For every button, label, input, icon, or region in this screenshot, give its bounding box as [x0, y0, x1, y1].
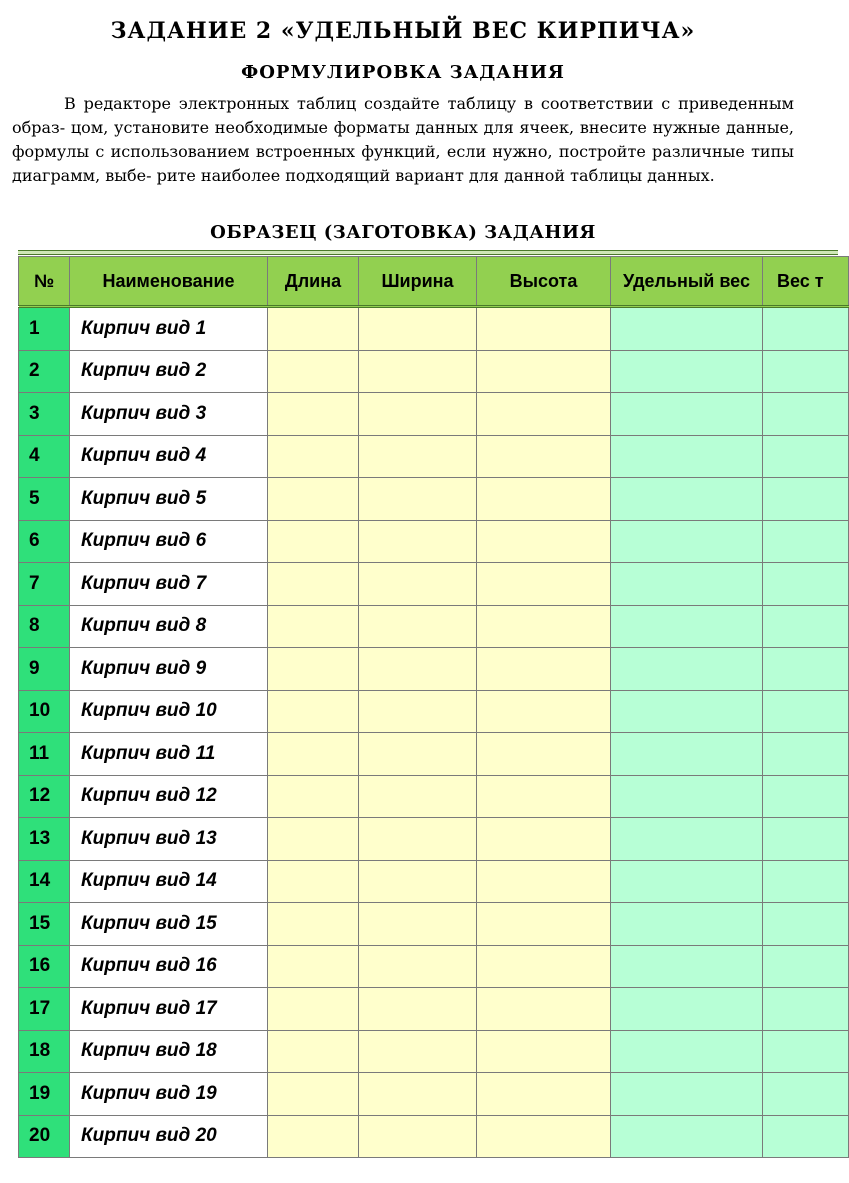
- table-row: [19, 818, 849, 861]
- row-number-cell[interactable]: 11: [19, 733, 70, 776]
- height-cell[interactable]: [477, 1115, 611, 1158]
- length-cell[interactable]: [268, 860, 359, 903]
- length-cell[interactable]: [268, 733, 359, 776]
- weight-cell[interactable]: [763, 860, 849, 903]
- length-cell[interactable]: [268, 775, 359, 818]
- length-cell[interactable]: [268, 945, 359, 988]
- width-cell[interactable]: [359, 1073, 477, 1116]
- weight-cell[interactable]: [763, 903, 849, 946]
- weight-cell[interactable]: [763, 818, 849, 861]
- width-cell[interactable]: [359, 1115, 477, 1158]
- width-cell[interactable]: [359, 733, 477, 776]
- sample-heading: ОБРАЗЕЦ (ЗАГОТОВКА) ЗАДАНИЯ: [210, 222, 596, 243]
- table-row: [19, 350, 849, 393]
- brick-table: [18, 256, 849, 1158]
- brick-name-cell[interactable]: Кирпич вид 14: [70, 860, 268, 903]
- table-row: [19, 690, 849, 733]
- length-cell[interactable]: [268, 1115, 359, 1158]
- weight-cell[interactable]: [763, 988, 849, 1031]
- brick-name-cell[interactable]: Кирпич вид 18: [70, 1030, 268, 1073]
- length-cell[interactable]: [268, 520, 359, 563]
- table-row: [19, 435, 849, 478]
- height-cell[interactable]: [477, 393, 611, 436]
- table-row: [19, 903, 849, 946]
- row-number-cell[interactable]: 10: [19, 690, 70, 733]
- brick-name-cell[interactable]: Кирпич вид 20: [70, 1115, 268, 1158]
- width-cell[interactable]: [359, 520, 477, 563]
- width-cell[interactable]: [359, 307, 477, 351]
- table-row: [19, 393, 849, 436]
- specific-weight-cell[interactable]: [611, 733, 763, 776]
- height-cell[interactable]: [477, 307, 611, 351]
- length-cell[interactable]: [268, 988, 359, 1031]
- row-number-cell[interactable]: 3: [19, 393, 70, 436]
- specific-weight-cell[interactable]: [611, 307, 763, 351]
- brick-name-cell[interactable]: Кирпич вид 16: [70, 945, 268, 988]
- width-cell[interactable]: [359, 945, 477, 988]
- row-number-cell[interactable]: 6: [19, 520, 70, 563]
- row-number-cell[interactable]: 13: [19, 818, 70, 861]
- weight-cell[interactable]: [763, 307, 849, 351]
- row-number-cell[interactable]: 19: [19, 1073, 70, 1116]
- task-title: ЗАДАНИЕ 2 «УДЕЛЬНЫЙ ВЕС КИРПИЧА»: [110, 18, 696, 44]
- weight-cell[interactable]: [763, 1073, 849, 1116]
- brick-name-cell[interactable]: Кирпич вид 3: [70, 393, 268, 436]
- brick-name-cell[interactable]: Кирпич вид 15: [70, 903, 268, 946]
- weight-cell[interactable]: [763, 1115, 849, 1158]
- weight-cell[interactable]: [763, 350, 849, 393]
- weight-cell[interactable]: [763, 435, 849, 478]
- specific-weight-cell[interactable]: [611, 435, 763, 478]
- row-number-cell[interactable]: 16: [19, 945, 70, 988]
- brick-name-cell[interactable]: Кирпич вид 13: [70, 818, 268, 861]
- specific-weight-cell[interactable]: [611, 988, 763, 1031]
- table-row: [19, 1073, 849, 1116]
- weight-cell[interactable]: [763, 563, 849, 606]
- length-cell[interactable]: [268, 435, 359, 478]
- table-row: [19, 563, 849, 606]
- length-cell[interactable]: [268, 307, 359, 351]
- height-cell[interactable]: [477, 350, 611, 393]
- width-cell[interactable]: [359, 648, 477, 691]
- length-cell[interactable]: [268, 1030, 359, 1073]
- brick-name-cell[interactable]: Кирпич вид 2: [70, 350, 268, 393]
- width-cell[interactable]: [359, 818, 477, 861]
- brick-name-cell[interactable]: Кирпич вид 4: [70, 435, 268, 478]
- height-cell[interactable]: [477, 945, 611, 988]
- table-body: [19, 307, 849, 1158]
- row-number-cell[interactable]: 14: [19, 860, 70, 903]
- height-cell[interactable]: [477, 818, 611, 861]
- column-header-name[interactable]: Наименование: [70, 257, 268, 307]
- specific-weight-cell[interactable]: [611, 605, 763, 648]
- row-number-cell[interactable]: 2: [19, 350, 70, 393]
- row-number-cell[interactable]: 15: [19, 903, 70, 946]
- column-header-height[interactable]: Высота: [477, 257, 611, 307]
- task-description: В редакторе электронных таблиц создайте таблицу в соответствии с приведенным образ- цом, установите необходимые форматы данных для ячеек, внесите нужные данные, формулы с использованием встроенных функций, если нужно, постройте различные типы диаграмм, выбе- рите наиболее подходящий вариант для данной таблицы данных.: [12, 94, 794, 185]
- specific-weight-cell[interactable]: [611, 690, 763, 733]
- brick-name-cell[interactable]: Кирпич вид 6: [70, 520, 268, 563]
- width-cell[interactable]: [359, 350, 477, 393]
- height-cell[interactable]: [477, 1030, 611, 1073]
- length-cell[interactable]: [268, 903, 359, 946]
- height-cell[interactable]: [477, 520, 611, 563]
- height-cell[interactable]: [477, 648, 611, 691]
- width-cell[interactable]: [359, 690, 477, 733]
- width-cell[interactable]: [359, 605, 477, 648]
- brick-name-cell[interactable]: Кирпич вид 10: [70, 690, 268, 733]
- column-header-weight[interactable]: [763, 257, 849, 307]
- specific-weight-cell[interactable]: [611, 775, 763, 818]
- table-row: [19, 520, 849, 563]
- weight-cell[interactable]: [763, 690, 849, 733]
- specific-weight-cell[interactable]: [611, 393, 763, 436]
- weight-cell[interactable]: [763, 605, 849, 648]
- column-header-specific-weight-label: Удельный вес: [623, 271, 750, 291]
- length-cell[interactable]: [268, 478, 359, 521]
- height-cell[interactable]: [477, 478, 611, 521]
- weight-cell[interactable]: [763, 478, 849, 521]
- table-row: [19, 648, 849, 691]
- width-cell[interactable]: [359, 988, 477, 1031]
- task-subtitle: ФОРМУЛИРОВКА ЗАДАНИЯ: [241, 62, 565, 83]
- specific-weight-cell[interactable]: [611, 945, 763, 988]
- row-number-cell[interactable]: 5: [19, 478, 70, 521]
- brick-name-cell[interactable]: Кирпич вид 7: [70, 563, 268, 606]
- table-row: [19, 605, 849, 648]
- brick-name-cell[interactable]: Кирпич вид 8: [70, 605, 268, 648]
- brick-name-cell[interactable]: Кирпич вид 9: [70, 648, 268, 691]
- length-cell[interactable]: [268, 818, 359, 861]
- weight-cell[interactable]: [763, 775, 849, 818]
- table-row: [19, 307, 849, 351]
- specific-weight-cell[interactable]: [611, 860, 763, 903]
- weight-cell[interactable]: [763, 520, 849, 563]
- specific-weight-cell[interactable]: [611, 648, 763, 691]
- table-header-row: [19, 257, 849, 307]
- height-cell[interactable]: [477, 733, 611, 776]
- width-cell[interactable]: [359, 775, 477, 818]
- length-cell[interactable]: [268, 648, 359, 691]
- width-cell[interactable]: [359, 393, 477, 436]
- width-cell[interactable]: [359, 435, 477, 478]
- table-row: [19, 1115, 849, 1158]
- specific-weight-cell[interactable]: [611, 1073, 763, 1116]
- table-row: [19, 478, 849, 521]
- specific-weight-cell[interactable]: [611, 818, 763, 861]
- row-number-cell[interactable]: 17: [19, 988, 70, 1031]
- height-cell[interactable]: [477, 860, 611, 903]
- table-row: [19, 775, 849, 818]
- specific-weight-cell[interactable]: [611, 350, 763, 393]
- column-header-width[interactable]: Ширина: [359, 257, 477, 307]
- row-number-cell[interactable]: 4: [19, 435, 70, 478]
- specific-weight-cell[interactable]: [611, 903, 763, 946]
- row-number-cell[interactable]: 1: [19, 307, 70, 351]
- weight-cell[interactable]: [763, 393, 849, 436]
- table-top-border: [18, 250, 838, 255]
- length-cell[interactable]: [268, 563, 359, 606]
- height-cell[interactable]: [477, 690, 611, 733]
- height-cell[interactable]: [477, 605, 611, 648]
- spreadsheet-table-area: [18, 250, 824, 1160]
- table-row: [19, 988, 849, 1031]
- height-cell[interactable]: [477, 435, 611, 478]
- weight-cell[interactable]: [763, 648, 849, 691]
- row-number-cell[interactable]: 8: [19, 605, 70, 648]
- specific-weight-cell[interactable]: [611, 1030, 763, 1073]
- specific-weight-cell[interactable]: [611, 478, 763, 521]
- brick-name-cell[interactable]: Кирпич вид 17: [70, 988, 268, 1031]
- table-row: [19, 1030, 849, 1073]
- length-cell[interactable]: [268, 690, 359, 733]
- column-header-length[interactable]: Длина: [268, 257, 359, 307]
- brick-name-cell[interactable]: Кирпич вид 19: [70, 1073, 268, 1116]
- brick-name-cell[interactable]: Кирпич вид 5: [70, 478, 268, 521]
- length-cell[interactable]: [268, 605, 359, 648]
- width-cell[interactable]: [359, 563, 477, 606]
- row-number-cell[interactable]: 9: [19, 648, 70, 691]
- brick-name-cell[interactable]: Кирпич вид 1: [70, 307, 268, 351]
- column-header-specific-weight[interactable]: [611, 257, 763, 307]
- length-cell[interactable]: [268, 393, 359, 436]
- width-cell[interactable]: [359, 478, 477, 521]
- table-row: [19, 733, 849, 776]
- column-header-weight-label: Вес т: [777, 271, 824, 291]
- weight-cell[interactable]: [763, 733, 849, 776]
- row-number-cell[interactable]: 12: [19, 775, 70, 818]
- weight-cell[interactable]: [763, 945, 849, 988]
- width-cell[interactable]: [359, 1030, 477, 1073]
- brick-name-cell[interactable]: Кирпич вид 11: [70, 733, 268, 776]
- width-cell[interactable]: [359, 903, 477, 946]
- length-cell[interactable]: [268, 1073, 359, 1116]
- specific-weight-cell[interactable]: [611, 563, 763, 606]
- row-number-cell[interactable]: 18: [19, 1030, 70, 1073]
- row-number-cell[interactable]: 20: [19, 1115, 70, 1158]
- height-cell[interactable]: [477, 563, 611, 606]
- length-cell[interactable]: [268, 350, 359, 393]
- row-number-cell[interactable]: 7: [19, 563, 70, 606]
- height-cell[interactable]: [477, 1073, 611, 1116]
- width-cell[interactable]: [359, 860, 477, 903]
- weight-cell[interactable]: [763, 1030, 849, 1073]
- height-cell[interactable]: [477, 988, 611, 1031]
- brick-name-cell[interactable]: Кирпич вид 12: [70, 775, 268, 818]
- table-row: [19, 945, 849, 988]
- specific-weight-cell[interactable]: [611, 1115, 763, 1158]
- column-header-number[interactable]: №: [19, 257, 70, 307]
- height-cell[interactable]: [477, 903, 611, 946]
- specific-weight-cell[interactable]: [611, 520, 763, 563]
- table-row: [19, 860, 849, 903]
- height-cell[interactable]: [477, 775, 611, 818]
